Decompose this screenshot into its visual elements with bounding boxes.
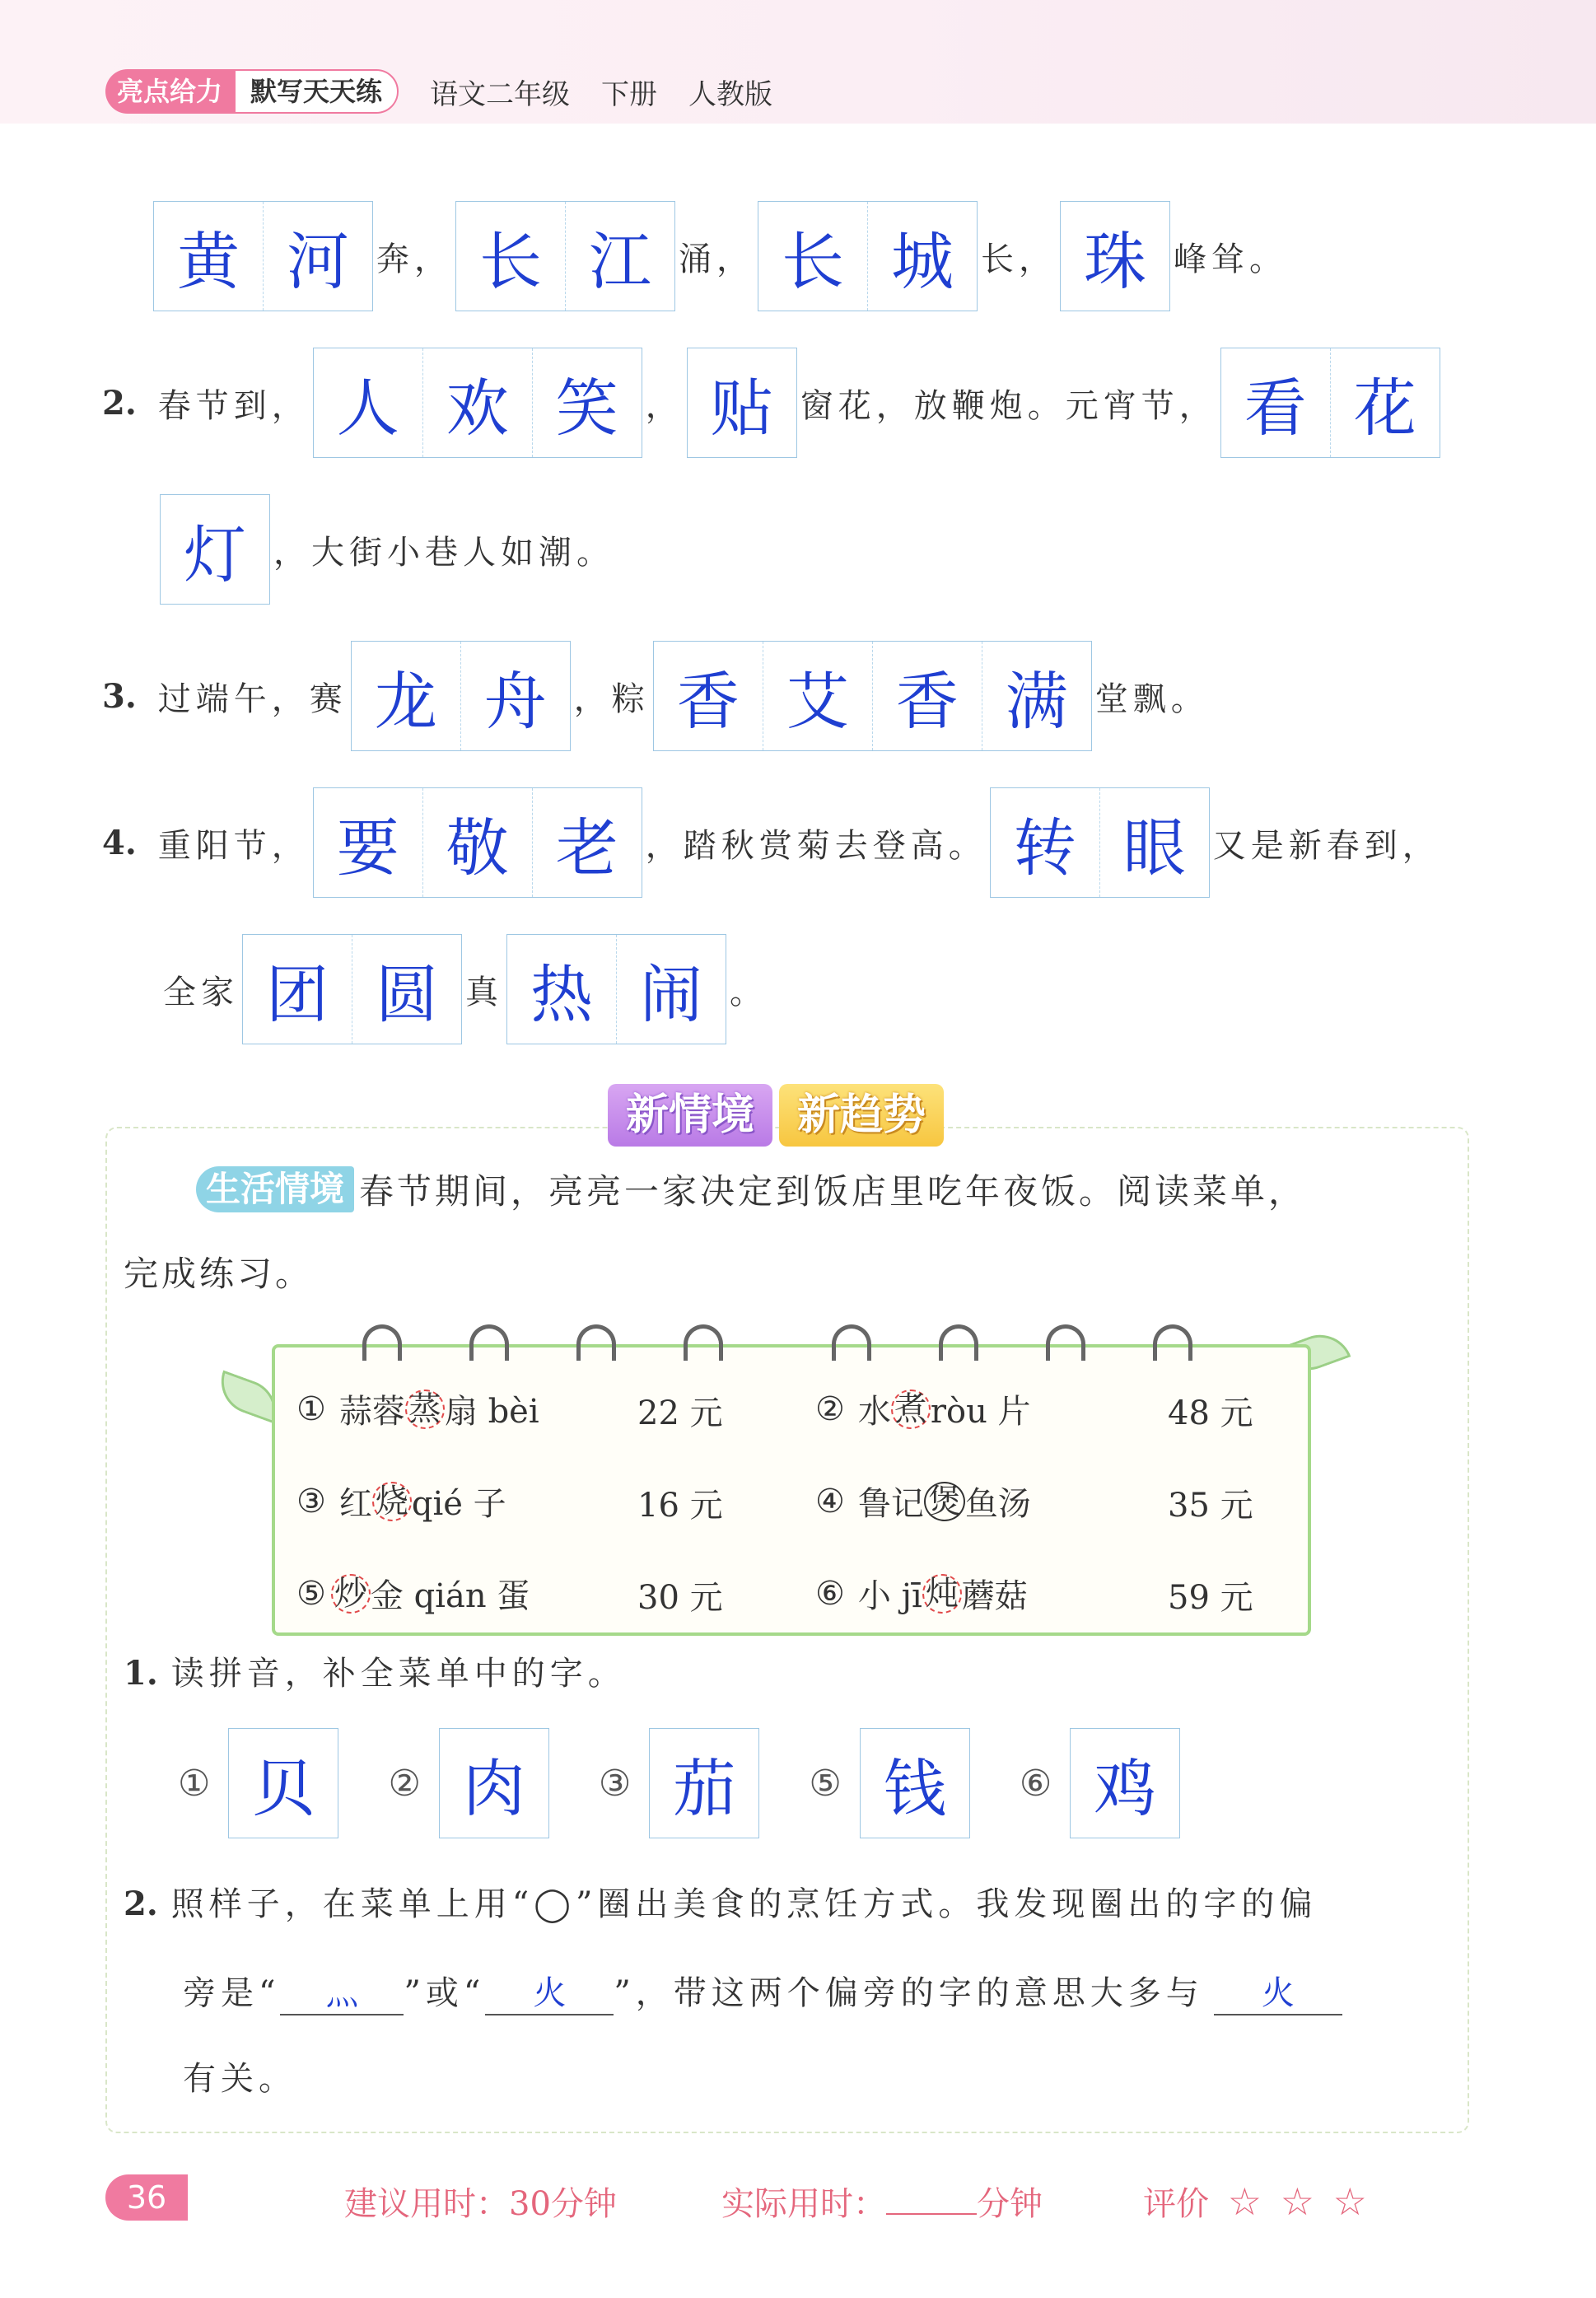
- banner-left: 新情境: [608, 1084, 772, 1147]
- binder-ring-icon: [1153, 1324, 1192, 1361]
- answer-cell: 艾: [763, 642, 872, 750]
- text-segment: 涌，: [679, 240, 754, 278]
- text-segment: 堂飘。: [1094, 680, 1209, 718]
- page-header: [105, 68, 772, 115]
- question-2-line-2: [160, 494, 618, 605]
- answer-cell: 老: [532, 788, 642, 897]
- answer-grid: [860, 1728, 970, 1838]
- binder-ring-icon: [1046, 1324, 1085, 1361]
- evaluation: [1143, 2178, 1367, 2225]
- item-text: ròu 片: [930, 1393, 1031, 1431]
- binder-ring-icon: [832, 1324, 871, 1361]
- answer-cell: 花: [1330, 348, 1440, 457]
- answer-cell: 灯: [184, 517, 246, 591]
- answer-number: ⑥: [1019, 1762, 1052, 1805]
- item-text: 鱼汤: [964, 1485, 1031, 1523]
- item-price: 35 元: [1168, 1487, 1253, 1525]
- answer-cell: 团: [266, 957, 329, 1031]
- practice-2-line-2: [183, 1967, 1342, 2015]
- circled-char: 煮: [891, 1390, 931, 1429]
- answer-grid: [313, 787, 642, 898]
- answer-cell: 看: [1244, 371, 1307, 445]
- text-segment: 重阳节，: [157, 826, 310, 865]
- answer-cell: 人: [336, 371, 399, 445]
- answer-cell: 香: [676, 664, 740, 738]
- answer-cell: 欢: [422, 348, 532, 457]
- answer-cell: 茄: [673, 1751, 736, 1825]
- binder-ring-icon: [469, 1324, 509, 1361]
- binder-ring-icon: [684, 1324, 723, 1361]
- practice-1-answers: [178, 1728, 1230, 1838]
- answer-cell: 长: [479, 224, 542, 298]
- evaluation-label: 评价: [1143, 2185, 1209, 2223]
- answer-cell: 眼: [1099, 788, 1209, 897]
- answer-cell: 河: [263, 202, 372, 311]
- answer-grid: [160, 494, 270, 605]
- edition-label: 人教版: [688, 77, 773, 111]
- question-4: [102, 787, 1444, 898]
- text-segment: 。: [730, 973, 768, 1011]
- circled-char: 煲: [924, 1482, 965, 1521]
- answer-cell: 鸡: [1094, 1751, 1157, 1825]
- section-banner: [608, 1084, 944, 1147]
- menu-card: [272, 1344, 1311, 1636]
- prompt-text: 读拼音，补全菜单中的字。: [170, 1655, 626, 1693]
- circled-char: 蒸: [405, 1390, 445, 1429]
- answer-grid: [649, 1728, 759, 1838]
- menu-item: [296, 1478, 506, 1525]
- answer-cell: 敬: [422, 788, 532, 897]
- item-text: 蘑菇: [961, 1577, 1028, 1615]
- intro-text: 春节期间，亮亮一家决定到饭店里吃年夜饭。阅读菜单，: [359, 1171, 1307, 1212]
- prompt-text: ”，带这两个偏旁的字的意思大多与: [614, 1974, 1204, 2012]
- text-segment: ，粽: [573, 680, 650, 718]
- text-segment: 真: [465, 973, 503, 1011]
- answer-grid: [1070, 1728, 1180, 1838]
- question-1-continued: [153, 201, 1290, 311]
- binder-ring-icon: [576, 1324, 616, 1361]
- item-number: ③: [296, 1482, 326, 1520]
- answer-cell: 长: [782, 224, 844, 298]
- fill-blank-1: 灬: [280, 1967, 404, 2015]
- answer-cell: 满: [982, 642, 1091, 750]
- item-price: 30 元: [637, 1579, 723, 1617]
- fill-blank-2: 火: [485, 1967, 614, 2015]
- answer-grid: [506, 934, 726, 1044]
- actual-time: [721, 2178, 1043, 2225]
- practice-2-line-3: [183, 2053, 296, 2099]
- star-icon: ☆: [1280, 2179, 1314, 2224]
- fill-blank-3: 火: [1214, 1967, 1342, 2015]
- answer-number: ②: [388, 1762, 421, 1805]
- star-icon: ☆: [1227, 2179, 1262, 2224]
- intro-text-line-2: 完成练习。: [124, 1254, 314, 1294]
- text-segment: 春节到，: [157, 386, 310, 425]
- item-number: ④: [815, 1482, 845, 1520]
- answer-grid: [351, 641, 571, 751]
- text-segment: 窗花，放鞭炮。元宵节，: [800, 386, 1217, 425]
- answer-cell: 热: [530, 957, 593, 1031]
- item-price: 16 元: [637, 1487, 723, 1525]
- answer-grid: [153, 201, 373, 311]
- star-icon: ☆: [1332, 2179, 1367, 2224]
- answer-number: ⑤: [809, 1762, 842, 1805]
- context-tag: 生活情境: [196, 1166, 354, 1212]
- answer-grid: [439, 1728, 549, 1838]
- answer-grid: [228, 1728, 338, 1838]
- circled-char: 烧: [372, 1482, 412, 1521]
- item-text: qié 子: [411, 1485, 506, 1523]
- volume-label: 下册: [601, 77, 658, 111]
- text-segment: 长，: [981, 240, 1057, 278]
- answer-cell: 龙: [374, 664, 437, 738]
- item-text: 鲁记: [857, 1485, 924, 1523]
- subject-label: 语文二年级: [430, 77, 571, 111]
- text-segment: ，: [645, 386, 684, 425]
- answer-cell: 贴: [710, 371, 773, 445]
- text-segment: ，大街小巷人如潮。: [273, 533, 614, 572]
- item-number: ⑤: [296, 1574, 326, 1613]
- answer-cell: 舟: [460, 642, 570, 750]
- answer-grid: [1060, 201, 1170, 311]
- answer-number: ①: [178, 1762, 211, 1805]
- answer-grid: [313, 348, 642, 458]
- question-3: [102, 641, 1212, 751]
- text-segment: 奔，: [376, 240, 452, 278]
- prompt-text: ”或“: [404, 1974, 486, 2012]
- banner-right: 新趋势: [779, 1084, 944, 1147]
- item-price: 22 元: [637, 1394, 723, 1432]
- brand-label: 亮点给力: [105, 69, 234, 114]
- answer-cell: 圆: [352, 935, 461, 1044]
- text-segment: ，踏秋赏菊去登高。: [645, 826, 987, 865]
- menu-item: [815, 1385, 1031, 1432]
- prompt-text: 照样子，在菜单上用“◯”圈出美食的烹饪方式。我发现圈出的字的偏: [170, 1885, 1318, 1923]
- answer-cell: 江: [565, 202, 674, 311]
- answer-number: ③: [598, 1762, 632, 1805]
- context-intro: [196, 1165, 1306, 1214]
- menu-item: [815, 1570, 1028, 1617]
- item-text: 蒜蓉: [338, 1393, 405, 1431]
- answer-grid: [758, 201, 978, 311]
- answer-cell: 钱: [883, 1751, 946, 1825]
- question-number: 2.: [124, 1885, 158, 1923]
- actual-time-unit: 分钟: [977, 2185, 1043, 2223]
- answer-cell: 转: [1013, 810, 1076, 885]
- practice-1-prompt: [124, 1647, 626, 1694]
- question-number: 1.: [124, 1654, 158, 1693]
- text-segment: 又是新春到，: [1212, 826, 1440, 865]
- binder-ring-icon: [939, 1324, 978, 1361]
- question-number: 3.: [102, 676, 137, 716]
- text-segment: 峰耸。: [1174, 240, 1287, 278]
- menu-item: [296, 1570, 530, 1617]
- prompt-text: 旁是“: [183, 1974, 281, 2012]
- answer-grid: [242, 934, 462, 1044]
- item-text: 红: [338, 1485, 372, 1523]
- question-number: 2.: [102, 383, 137, 423]
- item-text: 水: [857, 1393, 891, 1431]
- answer-grid: [653, 641, 1092, 751]
- answer-cell: 黄: [177, 224, 240, 298]
- item-number: ①: [296, 1390, 326, 1428]
- item-text: 金 qián 蛋: [370, 1577, 530, 1615]
- answer-grid: [687, 348, 797, 458]
- text-segment: 过端午，赛: [157, 680, 348, 718]
- menu-item: [815, 1478, 1031, 1525]
- answer-cell: 闹: [616, 935, 726, 1044]
- binder-ring-icon: [362, 1324, 402, 1361]
- answer-cell: 要: [336, 810, 399, 885]
- actual-time-blank: [886, 2213, 977, 2215]
- page-number: 36: [105, 2174, 188, 2221]
- item-number: ⑥: [815, 1574, 845, 1613]
- item-text: 扇 bèi: [444, 1393, 539, 1431]
- item-text: 小 jī: [857, 1577, 922, 1615]
- answer-cell: 香: [872, 642, 982, 750]
- question-number: 4.: [102, 823, 137, 862]
- suggested-time: 建议用时：30分钟: [344, 2185, 617, 2223]
- answer-grid: [455, 201, 675, 311]
- series-label: 默写天天练: [234, 69, 399, 114]
- answer-cell: 笑: [532, 348, 642, 457]
- item-price: 48 元: [1168, 1394, 1253, 1432]
- circled-char: 炖: [922, 1574, 962, 1614]
- item-price: 59 元: [1168, 1579, 1253, 1617]
- answer-cell: 肉: [462, 1751, 525, 1825]
- actual-time-label: 实际用时：: [721, 2185, 886, 2223]
- circled-char: 炒: [331, 1574, 371, 1614]
- text-segment: 全家: [163, 973, 239, 1011]
- practice-2-line-1: [124, 1878, 1317, 1925]
- answer-grid: [990, 787, 1210, 898]
- answer-cell: 贝: [252, 1751, 315, 1825]
- question-2: [102, 348, 1440, 458]
- item-number: ②: [815, 1390, 845, 1428]
- answer-cell: 珠: [1084, 224, 1146, 298]
- answer-grid: [1220, 348, 1440, 458]
- prompt-text: 有关。: [183, 2060, 296, 2098]
- answer-cell: 城: [867, 202, 977, 311]
- menu-item: [296, 1385, 539, 1432]
- question-4-line-2: [160, 934, 771, 1044]
